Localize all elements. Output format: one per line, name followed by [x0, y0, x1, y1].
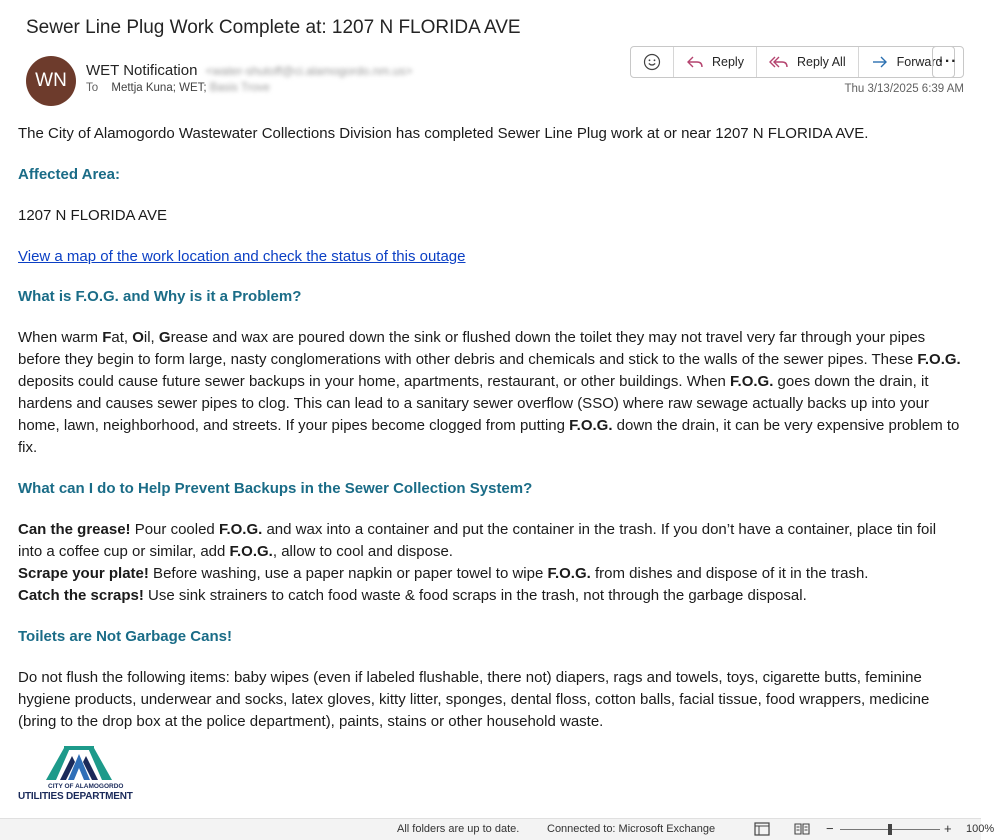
- map-link[interactable]: View a map of the work location and check the status of this outage: [18, 248, 466, 265]
- reply-all-button[interactable]: [757, 47, 859, 77]
- fog-paragraph: When warm Fat, Oil, Grease and wax are poured down the sink or flushed down the toilet they may not travel very far through your pipes before they begin to form large, nasty conglomerations with other debris and chemicals and stick to the walls of the sewer pipes. These F.O.G. deposits could cause future sewer backups in your home, apartments, restaurant, or other buildings. When F.O.G. goes down the drain, it hardens and causes sewer pipes to clog. This can lead to a sanitary sewer overflow (SSO) where raw sewage actually backs up into your home, lawn, neighborhood, and streets. If your pipes become clogged from putting F.O.G. down the drain, it can be very expensive problem to fix.: [18, 329, 961, 456]
- tip-catch-scraps: Catch the scraps! Use sink strainers to catch food waste & food scraps in the trash, not through the garbage disposal.: [18, 587, 807, 604]
- message-actions: [630, 46, 955, 78]
- zoom-level[interactable]: 100%: [966, 823, 994, 835]
- toilets-heading: Toilets are Not Garbage Cans!: [18, 628, 232, 645]
- utilities-logo: [18, 744, 148, 804]
- recipients-line: [86, 82, 270, 94]
- reply-button[interactable]: [674, 47, 757, 77]
- received-datetime: Thu 3/13/2025 6:39 AM: [844, 83, 964, 95]
- connection-status: Connected to: Microsoft Exchange: [547, 823, 716, 835]
- sender-avatar[interactable]: WN: [26, 56, 76, 106]
- sender-email: <water-shutoff@ci.alamogordo.nm.us>: [205, 64, 413, 78]
- logo-city-text: CITY OF ALAMOGORDO: [48, 783, 124, 790]
- more-actions-button[interactable]: ···: [932, 46, 964, 78]
- status-bar: [0, 818, 994, 840]
- alamogordo-logo-icon: [44, 744, 114, 782]
- forward-arrow-icon: [871, 54, 889, 70]
- tip-can-grease: Can the grease! Pour cooled F.O.G. and wax into a container and put the container in the trash. If you don’t have a container, place tin foil into a coffee cup or similar, add F.O.G., allow to cool and dispose.: [18, 521, 937, 560]
- reply-all-label: Reply All: [796, 55, 846, 69]
- toilets-paragraph: Do not flush the following items: baby wipes (even if labeled flushable, there not) diapers, rags and towels, toys, cigarette butts, feminine hygiene products, underwear and socks, latex gloves, kitty litter, sponges, dental floss, cotton balls, facial tissue, food wrappers, medicine (bring to the drop box at the police department), paints, stains or other household waste.: [18, 669, 930, 730]
- recipients-hidden[interactable]: Basis Trove: [209, 82, 270, 94]
- folders-status: All folders are up to date.: [397, 823, 520, 835]
- reply-icon: [686, 54, 704, 70]
- recipients-visible[interactable]: Mettja Kuna; WET;: [111, 82, 207, 94]
- prevent-heading: What can I do to Help Prevent Backups in the Sewer Collection System?: [18, 480, 533, 497]
- sender-name[interactable]: WET Notification: [86, 62, 198, 79]
- logo-department-text: UTILITIES DEPARTMENT: [18, 791, 133, 802]
- email-body: [18, 123, 964, 733]
- fog-heading: What is F.O.G. and Why is it a Problem?: [18, 288, 302, 305]
- reply-label: Reply: [712, 55, 744, 69]
- smiley-icon: [643, 53, 661, 71]
- affected-area-value: 1207 N FLORIDA AVE: [18, 207, 167, 224]
- to-label: To: [86, 82, 99, 94]
- sender-line: [86, 62, 412, 79]
- intro-paragraph: The City of Alamogordo Wastewater Collections Division has completed Sewer Line Plug work at or near 1207 N FLORIDA AVE.: [18, 125, 869, 142]
- emoji-reaction-button[interactable]: [631, 47, 674, 77]
- zoom-out-button[interactable]: −: [826, 821, 834, 836]
- affected-area-heading: Affected Area:: [18, 166, 120, 183]
- reading-view-icon[interactable]: [794, 822, 810, 839]
- zoom-in-button[interactable]: +: [944, 821, 952, 836]
- email-subject: Sewer Line Plug Work Complete at: 1207 N FLORIDA AVE: [26, 17, 521, 38]
- normal-view-icon[interactable]: [754, 822, 770, 839]
- tip-scrape-plate: Scrape your plate! Before washing, use a paper napkin or paper towel to wipe F.O.G. from dishes and dispose of it in the trash.: [18, 565, 869, 582]
- zoom-slider-thumb[interactable]: [888, 824, 892, 835]
- forward-label: Forward: [896, 55, 943, 69]
- reply-all-icon: [769, 54, 789, 70]
